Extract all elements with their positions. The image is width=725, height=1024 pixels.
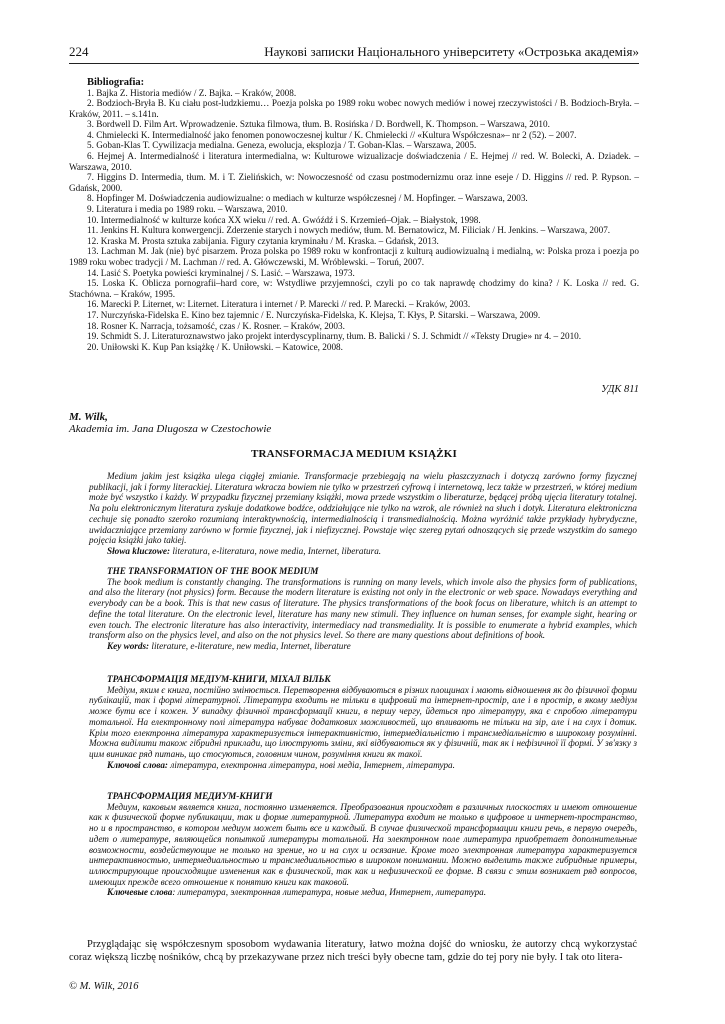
bibliography-item: 14. Lasić S. Poetyka powieści kryminalnej / S. Lasić. – Warszawa, 1973. bbox=[87, 267, 355, 278]
page-number: 224 bbox=[69, 44, 89, 59]
bibliography-item: 5. Goban-Klas T. Cywilizacja medialna. Geneza, ewolucja, eksplozja / T. Goban-Klas. – Warszawa, 2005. bbox=[87, 140, 477, 151]
keywords-label: Ключові слова: bbox=[107, 759, 168, 770]
abstract-text: Medium jakim jest książka ulega ciągłej zmianie. Transformacje przebiegają na wielu płaszczyznach i dotyczą zarówno formy fizycznej publikacji, jak i formy literackiej. Literatura wkracza bowiem nie tylko w przestrzeń cyfrową i internetową, lecz także w przestrzeń, w której medium może być wszystko i każdy. W przypadku fizycznej przemiany książki, mowa przede wszystkim o liberaturze, będącej próbą ujęcia literatury totalnej. Na polu elektronicznym literatura zyskuje dodatkowe bodźce, oddziałujące nie tylko na wzrok, ale również na słuch i dotyk. Literatura elektroniczna cechuje się ponadto szeroko rozumianą interaktywnością, intermedialnością i transmedialnością. Można wyróżnić także przykłady hybrydyczne, uwidaczniające przemiany zarówno w formie fizycznej, jak i niefizycznej. Powstaje więc szereg pytań odnoszących się przede wszystkim do samego pojęcia książki jako takiej. bbox=[89, 471, 637, 546]
author-affiliation: Akademia im. Jana Dlugosza w Czestochowie bbox=[69, 423, 272, 435]
abstract-ukrainian bbox=[89, 674, 637, 770]
bibliography-item: 15. Loska K. Oblicza pornografii–hard core, w: Wstydliwe przyjemności, czyli po co tak naprawdę chodzimy do kina? / K. Loska // red. G. Stachówna. – Kraków, 1995. bbox=[69, 278, 639, 299]
bibliography-item: 2. Bodzioch-Bryła B. Ku ciału post-ludzkiemu… Poezja polska po 1989 roku wobec nowych mediów i nowej rzeczywistości / B. Bodzioch-Bryła. – Kraków, 2011. – s.141n. bbox=[69, 98, 639, 119]
bibliography-item: 18. Rosner K. Narracja, tożsamość, czas / K. Rosner. – Kraków, 2003. bbox=[87, 320, 345, 331]
bibliography-title: Bibliografia: bbox=[87, 77, 145, 88]
author-name: M. Wilk, bbox=[69, 411, 108, 423]
keywords-label: Ключевые слова bbox=[107, 887, 173, 898]
bibliography-item: 7. Higgins D. Intermedia, tłum. M. i T. Zielińskich, w: Nowoczesność od czasu postmodernizmu oraz inne eseje / D. Higgins // red. P. Rypson. – Gdańsk, 2000. bbox=[69, 172, 639, 193]
keywords bbox=[89, 887, 637, 898]
bibliography-item: 20. Uniłowski K. Kup Pan książkę / K. Uniłowski. – Katowice, 2008. bbox=[87, 341, 343, 352]
bibliography-item: 11. Jenkins H. Kultura konwergencji. Zderzenie starych i nowych mediów, tłum. M. Bernatowicz, M. Filiciak / H. Jenkins. – Warszawa, 2007. bbox=[87, 225, 611, 236]
bibliography-item: 8. Hopfinger M. Doświadczenia audiowizualne: o mediach w kulturze współczesnej / M. Hopfinger. – Warszawa, 2003. bbox=[87, 193, 528, 204]
abstract-text: Медиум, каковым является книга, постоянно изменяется. Преобразования происходят в различных плоскостях и имеют отношение как к физической форме публикации, так и форме литературной. Литература входит не только в цифровое и интернет-пространство, но и в пространство, в котором медиум может быть все и каждый. В случае физической трансформации книги речь, в первую очередь, идет о литературе, являющейся попыткой литературы тотальной. На электронном поле литература приобретает дополнительные возможности, воздействующие не только на зрение, но и на слух и осязание. Кроме того электронная литература характеризуется интерактивностью, интермедиальностью и трансмедиальностью в широком понимании. Можно выделить также гибридные примеры, иллюстрирующие происходящие изменения как в физической, так как и нефизической ее форме. В связи с этим возникает ряд вопросов, имеющих прежде всего отношение к понятию книги как таковой. bbox=[89, 801, 637, 887]
udk-code: УДК 811 bbox=[601, 384, 639, 395]
bibliography-item: 4. Chmielecki K. Intermedialność jako fenomen ponowoczesnej kultur / K. Chmielecki // «Kultura Współczesna»– nr 2 (52). – 2007. bbox=[87, 129, 577, 140]
keywords-text: literatura, e-literatura, nowe media, Internet, liberatura. bbox=[170, 545, 382, 556]
abstract-text: Медіум, яким є книга, постійно змінюється. Перетворення відбуваються в різних площинах і мають відношення як до фізичної форми публікацій, так і формі літературної. Література входить не тільки в цифровий та інтернет-простір, але і в простір, в якому медіум може бути все і кожен. У випадку фізичної трансформації книги, в першу чергу, йдеться про літературу, яка є спробою літератури тотальної. На електронному полі література набуває додаткових можливостей, що впливають не тільки на зір, але і на слух і дотик. Крім того електронна література характеризується інтерактивністю, інтермедіальністю і трансмедіальністю в широкому розумінні. Можна виділити також гібридні приклади, що ілюструють зміни, які відбуваються як у фізичній, так як і нефізичної її формі. У зв'язку з цим виникає ряд питань, що стосуються, головним чином, розуміння книги як такої. bbox=[89, 684, 637, 759]
keywords-text: : литература, электронная литература, новые медиа, Интернет, литература. bbox=[172, 887, 487, 898]
bibliography-item: 12. Kraska M. Prosta sztuka zabijania. Figury czytania kryminału / M. Kraska. – Gdańsk, 2013. bbox=[87, 235, 439, 246]
abstract-polish bbox=[89, 471, 637, 557]
running-head: Наукові записки Національного університету «Острозька академія» bbox=[264, 44, 639, 59]
keywords bbox=[89, 760, 637, 771]
keywords-label: Słowa kluczowe: bbox=[107, 545, 171, 556]
abstract-title: ТРАНСФОРМАЦІЯ МЕДІУМ-КНИГИ, МІХАЛ ВІЛЬК bbox=[107, 674, 331, 684]
abstract-title: ТРАНСФОРМАЦИЯ МЕДИУМ-КНИГИ bbox=[107, 791, 273, 801]
bibliography-item: 3. Bordwell D. Film Art. Wprowadzenie. Sztuka filmowa, tłum. B. Rosińska / D. Bordwell, K. Thompson. – Warszawa, 2010. bbox=[87, 119, 550, 130]
bibliography-item: 13. Lachman M. Jak (nie) być pisarzem. Proza polska po 1989 roku w konfrontacji z kulturą audiowizualną i medialną, w: Polska proza i poezja po 1989 roku wobec tradycji / M. Lachman // red. A. Główczewski, M. Wróblewski. – Toruń, 2007. bbox=[69, 246, 639, 267]
keywords bbox=[89, 641, 637, 652]
header-rule bbox=[69, 63, 639, 64]
bibliography-item: 16. Marecki P. Liternet, w: Liternet. Literatura i internet / P. Marecki // red. P. Marecki. – Kraków, 2003. bbox=[87, 299, 471, 310]
abstract-russian bbox=[89, 791, 637, 898]
body-paragraph: Przyglądając się współczesnym sposobom wydawania literatury, łatwo można dojść do wniosku, że autorzy chcą wykorzystać coraz większą liczbę nośników, chcą by przekazywane przez nich treści były obecne tam, gdzie do tej pory nie były. I tak oto litera- bbox=[69, 939, 637, 963]
abstract-title: THE TRANSFORMATION OF THE BOOK MEDIUM bbox=[107, 566, 319, 576]
bibliography-list bbox=[69, 88, 639, 353]
keywords bbox=[89, 546, 637, 557]
keywords-text: literature, e-literature, new media, Internet, liberature bbox=[149, 640, 351, 651]
bibliography-item: 10. Intermedialność w kulturze końca XX wieku // red. A. Gwóźdź i S. Krzemień–Ojak. – Białystok, 1998. bbox=[87, 214, 481, 225]
keywords-label: Key words: bbox=[107, 640, 150, 651]
abstract-english bbox=[89, 566, 637, 652]
bibliography-item: 19. Schmidt S. J. Literaturoznawstwo jako projekt interdyscyplinarny, tłum. B. Balicki / S. J. Schmidt // «Teksty Drugie» nr 4. – 2010. bbox=[87, 331, 582, 342]
bibliography-item: 9. Literatura i media po 1989 roku. – Warszawa, 2010. bbox=[87, 204, 288, 215]
bibliography-item: 17. Nurczyńska-Fidelska E. Kino bez tajemnic / E. Nurczyńska-Fidelska, K. Klejsa, T. Kłys, P. Sitarski. – Warszawa, 2009. bbox=[87, 309, 541, 320]
keywords-text: література, електронна література, нові медіа, Інтернет, література. bbox=[167, 759, 455, 770]
copyright-note: © M. Wilk, 2016 bbox=[69, 981, 139, 992]
bibliography-item: 1. Bajka Z. Historia mediów / Z. Bajka. – Kraków, 2008. bbox=[87, 87, 297, 98]
bibliography-item: 6. Hejmej A. Intermedialność i literatura intermedialna, w: Kulturowe wizualizacje doświadczenia / E. Hejmej // red. W. Bolecki, A. Dziadek. – Warszawa, 2010. bbox=[69, 151, 639, 172]
article-title: TRANSFORMACJA MEDIUM KSIĄŻKI bbox=[250, 448, 458, 460]
abstract-text: The book medium is constantly changing. The transformations is running on many levels, which invole also the physics form of publications, and also the literary (not physics) form. Because the modern literature is existing not only in the electronic or web space. Nowadays everything and everybody can be a book. This is that new casus of literature. The physics transformations of the book focus on liberature, whitch is an attempt to define the total literature. On the electronic level, literature has many new stimuli. They influence on human senses, for example sight, hearing or even touch. The electronic literature has also interactivity, intermediacy nad transmediality. It is possible to enumerate a hybrid examples, which transform also on the physics level, and also on the not physics level. So there are many questions about definitions of book. bbox=[89, 576, 637, 641]
